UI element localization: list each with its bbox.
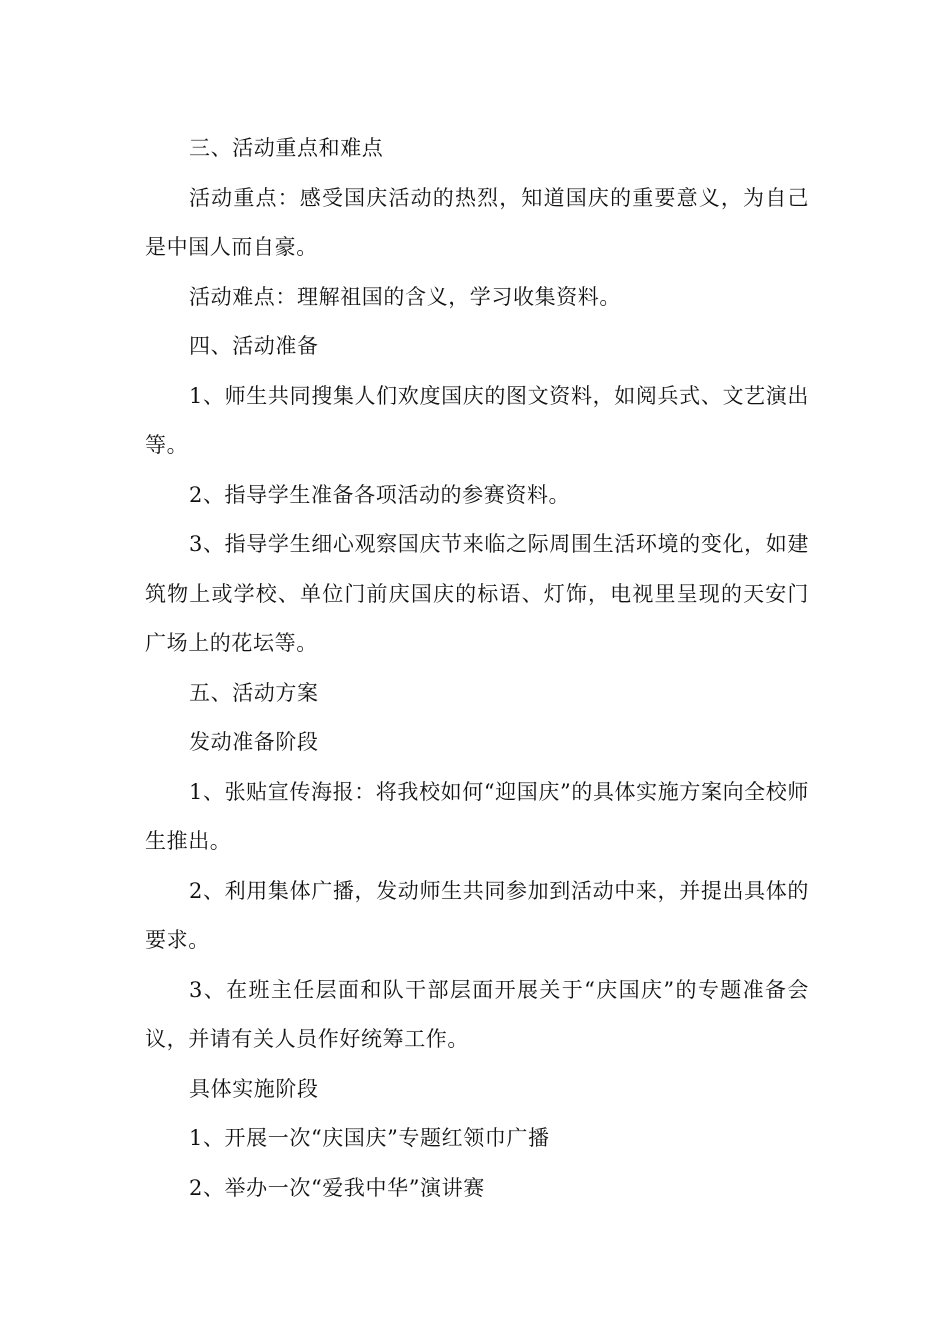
subheading-mobilization: 发动准备阶段 <box>189 730 319 754</box>
paragraph-prep-1: 1、师生共同搜集人们欢度国庆的图文资料，如阅兵式、文艺演出等。 <box>145 383 809 457</box>
paragraph-prep-3: 3、指导学生细心观察国庆节来临之际周围生活环境的变化，如建筑物上或学校、单位门前庆国庆的标语、灯饰，电视里呈现的天安门广场上的花坛等。 <box>145 532 809 655</box>
section-heading-3: 三、活动重点和难点 <box>189 136 384 160</box>
paragraph-prep-2: 2、指导学生准备各项活动的参赛资料。 <box>189 482 571 507</box>
paragraph-mobilization-2: 2、利用集体广播，发动师生共同参加到活动中来，并提出具体的要求。 <box>145 878 809 952</box>
paragraph-implementation-2: 2、举办一次“爱我中华”演讲赛 <box>189 1175 485 1200</box>
subheading-implementation: 具体实施阶段 <box>189 1076 319 1101</box>
section-heading-4: 四、活动准备 <box>189 334 319 358</box>
paragraph-mobilization-1: 1、张贴宣传海报：将我校如何“迎国庆”的具体实施方案向全校师生推出。 <box>145 779 809 853</box>
section-heading-5: 五、活动方案 <box>189 680 319 705</box>
document-body <box>145 124 809 1213</box>
paragraph-implementation-1: 1、开展一次“庆国庆”专题红领巾广播 <box>189 1126 550 1150</box>
paragraph-difficult-point: 活动难点：理解祖国的含义，学习收集资料。 <box>189 284 621 309</box>
paragraph-key-point: 活动重点：感受国庆活动的热烈，知道国庆的重要意义，为自己是中国人而自豪。 <box>145 185 809 259</box>
paragraph-mobilization-3: 3、在班主任层面和队干部层面开展关于“庆国庆”的专题准备会议，并请有关人员作好统筹工作。 <box>145 977 809 1051</box>
